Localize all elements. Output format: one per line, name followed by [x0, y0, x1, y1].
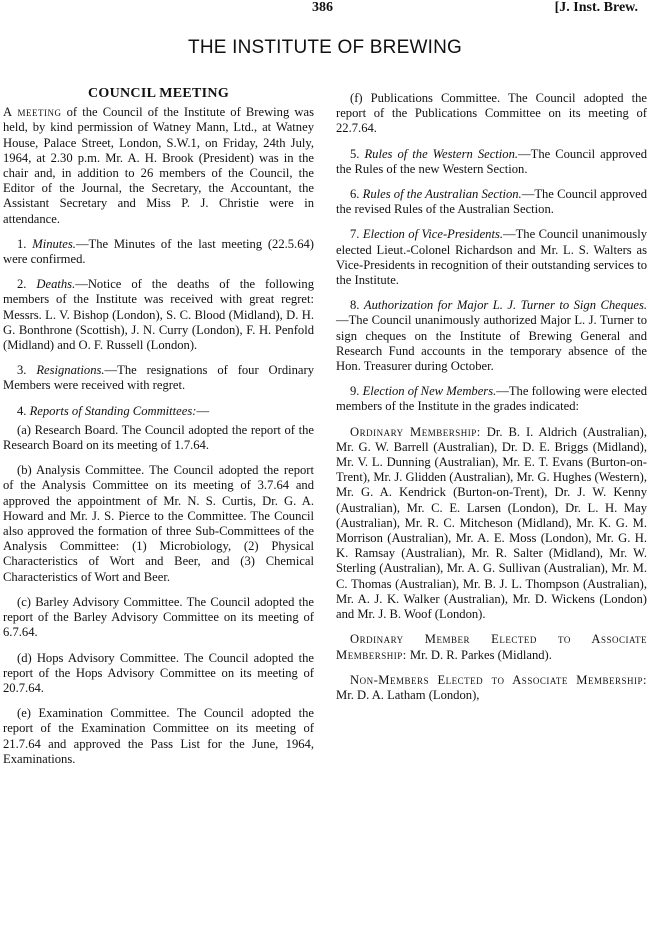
- report-c: (c) Barley Advisory Committee. The Council adopted the report of the Barley Advisory Committee on its meeting of 6.7.64.: [3, 594, 314, 640]
- report-b: (b) Analysis Committee. The Council adopted the report of the Analysis Committee on its meeting of 3.7.64 and approved the appointment of Mr. N. S. Curtis, Dr. G. A. Howard and Mr. J. S. Pierce to the Committee. The Council also approved the formation of three Sub-Committees of the Analysis Committee: (1) Microbiology, (2) Physical Characteristics of Wort and Beer, and (3) Chemical Characteristics of Wort and Beer.: [3, 463, 314, 584]
- associate-membership-list: [336, 632, 647, 662]
- member-list: Dr. B. I. Aldrich (Australian), Mr. G. W. Barrell (Australian), Dr. D. E. Briggs (Midland), Mr. V. L. Dunning (Australian), Mr. E. T. Evans (Burton-on-Trent), Mr. J. Glidden (Australian), Mr. G. Hughes (Western), Mr. G. A. Kendrick (Burton-on-Trent), Dr. J. W. Kenny (Australian), Mr. C. E. Larsen (London), Dr. L. H. May (Australian), Mr. R. C. Mitcheson (Midland), Mr. K. G. M. Morrison (Australian), Mr. A. E. Moss (London), Mr. G. H. K. Ramsay (Australian), Mr. R. Salter (Midland), Mr. W. Sterling (Australian), Mr. A. G. Sullivan (Australian), Mr. M. C. Thomas (Australian), Mr. B. J. L. Thompson (Australian), Mr. A. J. K. Walker (Australian), Mr. D. Wickens (London) and Mr. J. B. Woof (London).: [336, 424, 647, 622]
- item-body: —The resignations of four Ordinary Members were received with regret.: [3, 363, 315, 393]
- item-title: Reports of Standing Committees:: [29, 403, 197, 418]
- item-number: 5.: [350, 146, 365, 161]
- right-column: [336, 91, 647, 713]
- item-body: —Notice of the deaths of the following members of the Institute was received with great regret: Messrs. L. V. Bishop (London), S. C. Blood (Midland), D. H. G. Bonthrone (Scottish), J. N. Curry (London), F. H. Penfold (Midland) and O. F. Russell (London).: [3, 277, 315, 353]
- authorization-item: [336, 298, 647, 374]
- intro-body: of the Council of the Institute of Brewing was held, by kind permission of Watney Mann, Ltd., at Watney House, Palace Street, London, S.W.1, on Friday, 24th July, 1964, at 2.30 p.m. Mr. A. H. Brook (President) was in the chair and, in addition to 26 members of the Council, the Editor of the Journal, the Secretary, the Accountant, the Assistant Secretary and Miss P. J. Christie were in attendance.: [3, 105, 314, 226]
- report-e: (e) Examination Committee. The Council adopted the report of the Examination Committee on its meeting of 21.7.64 and approved the Pass List for the June, 1964, Examinations.: [3, 706, 314, 766]
- grade-label: Ordinary Membership:: [350, 424, 481, 439]
- member-list: Mr. D. R. Parkes (Midland).: [406, 647, 552, 662]
- running-header: [0, 0, 650, 22]
- reports-item: [3, 404, 314, 419]
- resignations-item: [3, 363, 314, 393]
- item-title: Election of New Members.: [362, 384, 497, 399]
- item-body: —The Council approved the revised Rules of the Australian Section.: [336, 187, 647, 217]
- item-number: 2.: [17, 277, 37, 292]
- item-number: 9.: [350, 384, 363, 399]
- item-body: —The Council unanimously elected Lieut.-Colonel Richardson and Mr. L. S. Walters as Vice-Presidents in recognition of their outstanding services to the Institute.: [336, 227, 647, 288]
- deaths-item: [3, 277, 314, 353]
- item-number: 1.: [17, 236, 33, 251]
- grade-label: Non-Members Elected to Associate Membership:: [350, 672, 647, 687]
- new-members-item: [336, 384, 647, 414]
- item-title: Resignations.: [36, 363, 105, 378]
- australian-rules-item: [336, 187, 647, 217]
- non-members-list: [336, 673, 647, 703]
- western-rules-item: [336, 147, 647, 177]
- item-title: Minutes.: [32, 236, 76, 251]
- intro-lead: A meeting: [3, 105, 62, 120]
- page-title: THE INSTITUTE OF BREWING: [188, 37, 462, 58]
- item-dash: —: [196, 403, 210, 418]
- minutes-item: [3, 237, 314, 267]
- item-title: Authorization for Major L. J. Turner to Sign Cheques.: [363, 298, 648, 313]
- vice-presidents-item: [336, 227, 647, 288]
- item-title: Rules of the Western Section.: [364, 146, 519, 161]
- item-body: —The Council approved the Rules of the new Western Section.: [336, 146, 647, 176]
- left-column: [3, 86, 314, 777]
- section-heading: COUNCIL MEETING: [87, 86, 230, 101]
- item-title: Election of Vice-Presidents.: [362, 227, 503, 242]
- item-number: 6.: [350, 187, 363, 202]
- ordinary-membership-list: [336, 425, 647, 623]
- journal-reference: [J. Inst. Brew.: [554, 0, 638, 15]
- intro-paragraph: [3, 105, 314, 227]
- grade-label: Ordinary Member Elected to Associate Membership:: [336, 632, 647, 662]
- item-body: —The following were elected members of the Institute in the grades indicated:: [336, 384, 647, 414]
- page-number: 386: [312, 0, 333, 15]
- item-body: —The Council unanimously authorized Major L. J. Turner to sign cheques on the Institute of Brewing General and Research Fund accounts in the temporary absence of the Hon. Treasurer during October.: [336, 313, 647, 374]
- item-number: 4.: [17, 403, 30, 418]
- report-a: (a) Research Board. The Council adopted the report of the Research Board on its meeting of 1.7.64.: [3, 422, 314, 453]
- item-number: 7.: [350, 227, 363, 242]
- item-body: —The Minutes of the last meeting (22.5.64) were confirmed.: [3, 236, 314, 267]
- report-d: (d) Hops Advisory Committee. The Council adopted the report of the Hops Advisory Committee on its meeting of 20.7.64.: [3, 650, 314, 695]
- member-list: Mr. D. A. Latham (London),: [336, 687, 480, 702]
- item-number: 8.: [350, 298, 364, 313]
- item-number: 3.: [17, 363, 37, 378]
- report-f: (f) Publications Committee. The Council adopted the report of the Publications Committee on its meeting of 22.7.64.: [336, 91, 647, 136]
- item-title: Rules of the Australian Section.: [362, 187, 522, 202]
- item-title: Deaths.: [36, 277, 76, 292]
